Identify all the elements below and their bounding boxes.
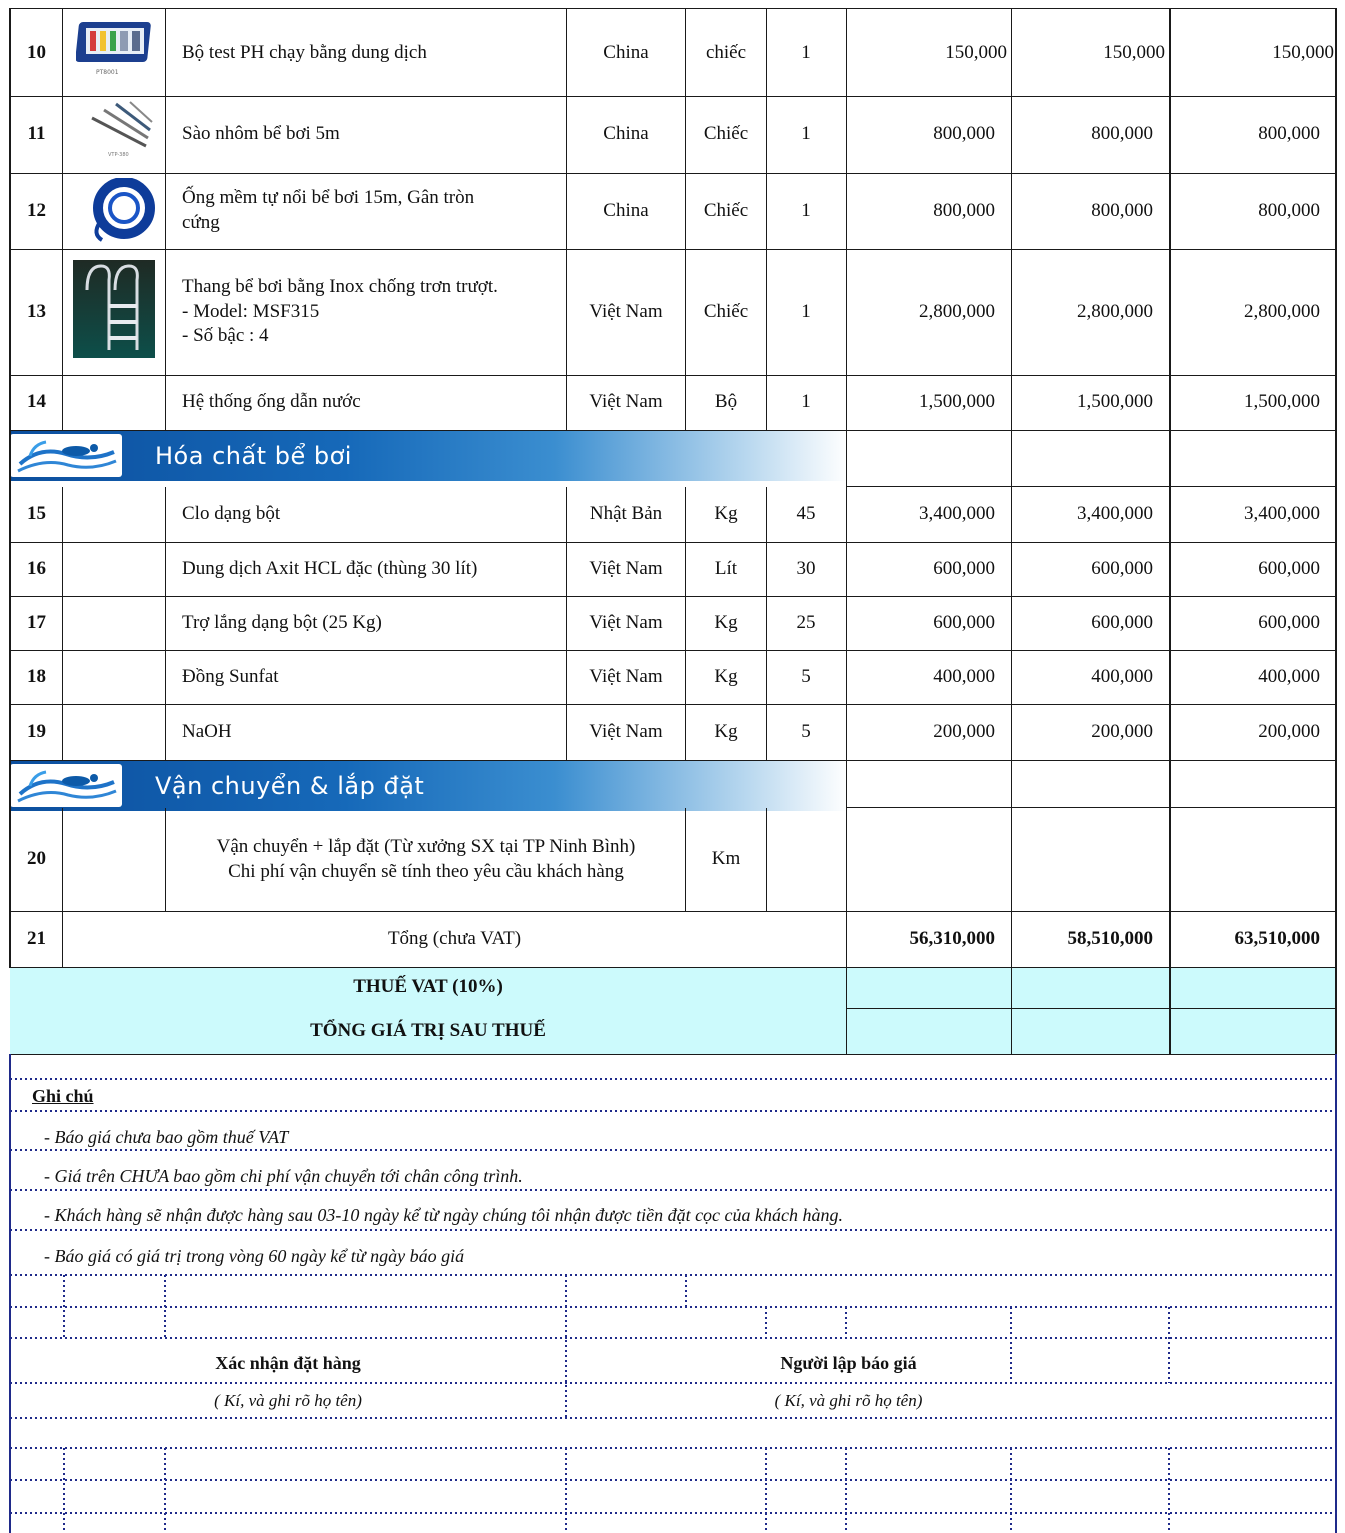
item-quantity: 5: [801, 720, 811, 742]
item-description: [166, 173, 566, 249]
swimmer-logo-icon: [10, 434, 122, 477]
item-unit: Kg: [714, 665, 738, 687]
item-unit: Kg: [714, 503, 738, 525]
price-option-1: 800,000: [933, 123, 995, 145]
description-line: - Model: MSF315: [182, 300, 320, 322]
section-title: Vận chuyển & lắp đặt: [155, 771, 425, 800]
item-origin: China: [603, 123, 649, 145]
price-option-3: 800,000: [1258, 123, 1320, 145]
item-description: Dung dịch Axit HCL đặc (thùng 30 lít): [182, 557, 478, 579]
price-option-1: 200,000: [933, 720, 995, 742]
item-unit: chiếc: [705, 41, 747, 63]
row-number: 12: [27, 199, 46, 221]
price-option-3: 2,800,000: [1244, 300, 1320, 322]
item-quantity: 30: [796, 557, 816, 579]
note-item: - Giá trên CHƯA bao gồm chi phí vận chuyển tới chân công trình.: [44, 1165, 523, 1186]
price-option-1: 600,000: [933, 557, 995, 579]
buyer-signature-hint: ( Kí, và ghi rõ họ tên): [214, 1390, 362, 1410]
svg-text:VTP-380: VTP-380: [108, 152, 129, 158]
seller-signature-hint: ( Kí, và ghi rõ họ tên): [774, 1390, 923, 1410]
item-description: Clo dạng bột: [182, 503, 281, 525]
item-quantity: 25: [796, 611, 816, 633]
item-quantity: 1: [801, 300, 811, 322]
price-option-1: 1,500,000: [919, 391, 995, 413]
price-option-3: 600,000: [1258, 611, 1320, 633]
item-unit: Bộ: [714, 391, 738, 413]
swimmer-logo-icon: [10, 764, 122, 807]
seller-signature-title: Người lập báo giá: [780, 1353, 917, 1374]
price-option-3: 150,000: [1272, 41, 1334, 63]
price-option-3: 600,000: [1258, 557, 1320, 579]
item-origin: Việt Nam: [589, 391, 663, 413]
price-option-2: 800,000: [1091, 123, 1153, 145]
item-origin: Nhật Bản: [589, 503, 663, 525]
price-option-3: 200,000: [1258, 720, 1320, 742]
section-banner-chemicals: [10, 430, 848, 481]
after-tax-label: TỔNG GIÁ TRỊ SAU THUẾ: [310, 1019, 546, 1041]
note-item: - Báo giá có giá trị trong vòng 60 ngày kể từ ngày báo giá: [44, 1245, 465, 1266]
item-origin: Việt Nam: [589, 665, 663, 687]
item-unit: Chiếc: [703, 300, 749, 322]
price-option-2: 800,000: [1091, 199, 1153, 221]
row-number: 17: [27, 611, 46, 633]
item-description: [166, 249, 566, 375]
item-description: Đồng Sunfat: [182, 665, 279, 687]
price-option-2: 400,000: [1091, 665, 1153, 687]
price-option-2: 1,500,000: [1077, 391, 1153, 413]
row-number: 16: [27, 557, 46, 579]
price-option-2: 150,000: [1103, 41, 1165, 63]
note-item: - Báo giá chưa bao gồm thuế VAT: [44, 1126, 289, 1147]
row-number: 15: [27, 503, 46, 525]
item-description: NaOH: [182, 720, 232, 742]
description-line: - Số bậc : 4: [182, 325, 269, 347]
price-option-1: 400,000: [933, 665, 995, 687]
row-number: 10: [27, 41, 46, 63]
price-option-1: 150,000: [945, 41, 1007, 63]
price-option-2: 2,800,000: [1077, 300, 1153, 322]
price-option-1: 3,400,000: [919, 503, 995, 525]
notes-heading: Ghi chú: [32, 1086, 94, 1107]
item-quantity: 5: [801, 665, 811, 687]
price-option-2: 200,000: [1091, 720, 1153, 742]
total-option-1: 56,310,000: [909, 927, 995, 949]
item-quantity: 1: [801, 199, 811, 221]
hose-coil-photo: [86, 178, 156, 244]
price-option-1: 600,000: [933, 611, 995, 633]
item-unit: Kg: [714, 611, 738, 633]
price-option-3: 3,400,000: [1244, 503, 1320, 525]
note-item: - Khách hàng sẽ nhận được hàng sau 03-10 ngày kể từ ngày chúng tôi nhận được tiền đặt cọc của khách hàng.: [44, 1204, 844, 1225]
item-unit: Km: [711, 848, 741, 870]
pool-ladder-photo: [73, 260, 155, 358]
item-origin: China: [603, 41, 649, 63]
item-quantity: 1: [801, 123, 811, 145]
svg-text:PT8001: PT8001: [96, 69, 119, 76]
ph-test-kit-photo: [76, 14, 156, 78]
price-option-3: 1,500,000: [1244, 391, 1320, 413]
description-line: cứng: [182, 212, 220, 233]
price-option-2: 3,400,000: [1077, 503, 1153, 525]
item-description: Bộ test PH chạy bằng dung dịch: [182, 41, 427, 63]
item-unit: Kg: [714, 720, 738, 742]
row-number: 13: [27, 300, 46, 322]
description-line: Ống mềm tự nổi bể bơi 15m, Gân tròn: [182, 187, 475, 209]
section-banner-transport: [10, 760, 848, 811]
item-description: Trợ lắng dạng bột (25 Kg): [182, 611, 382, 633]
price-option-3: 800,000: [1258, 199, 1320, 221]
item-quantity: 1: [801, 391, 811, 413]
item-quantity: 1: [801, 41, 811, 63]
description-line: Vận chuyển + lắp đặt (Từ xưởng SX tại TP Ninh Bình): [216, 835, 636, 857]
description-line: Thang bể bơi bằng Inox chống trơn trượt.: [182, 275, 498, 297]
price-option-1: 2,800,000: [919, 300, 995, 322]
item-description: [166, 808, 686, 911]
price-option-1: 800,000: [933, 199, 995, 221]
description-line: Chi phí vận chuyển sẽ tính theo yêu cầu khách hàng: [228, 860, 624, 882]
total-option-3: 63,510,000: [1234, 927, 1320, 949]
item-origin: China: [603, 199, 649, 221]
row-number: 14: [27, 391, 46, 413]
row-number: 20: [27, 848, 46, 870]
price-option-3: 400,000: [1258, 665, 1320, 687]
buyer-signature-title: Xác nhận đặt hàng: [215, 1353, 361, 1374]
row-number: 18: [27, 665, 46, 687]
row-number: 11: [27, 123, 46, 145]
row-number: 19: [27, 720, 46, 742]
item-unit: Chiếc: [703, 123, 749, 145]
item-unit: Chiếc: [703, 199, 749, 221]
price-option-2: 600,000: [1091, 611, 1153, 633]
item-description: Hệ thống ống dẫn nước: [182, 391, 361, 413]
aluminum-pole-photo: [86, 100, 156, 158]
item-description: Sào nhôm bể bơi 5m: [182, 123, 340, 145]
item-origin: Việt Nam: [589, 300, 663, 322]
total-option-2: 58,510,000: [1067, 927, 1153, 949]
total-label: Tổng (chưa VAT): [387, 927, 522, 949]
item-origin: Việt Nam: [589, 557, 663, 579]
row-number: 21: [27, 927, 46, 949]
item-quantity: 45: [796, 503, 816, 525]
item-origin: Việt Nam: [589, 720, 663, 742]
item-unit: Lít: [714, 557, 738, 579]
vat-label: THUẾ VAT (10%): [353, 976, 503, 998]
item-origin: Việt Nam: [589, 611, 663, 633]
dotted-grid: [0, 1054, 1345, 1533]
section-title: Hóa chất bể bơi: [155, 441, 352, 470]
price-option-2: 600,000: [1091, 557, 1153, 579]
